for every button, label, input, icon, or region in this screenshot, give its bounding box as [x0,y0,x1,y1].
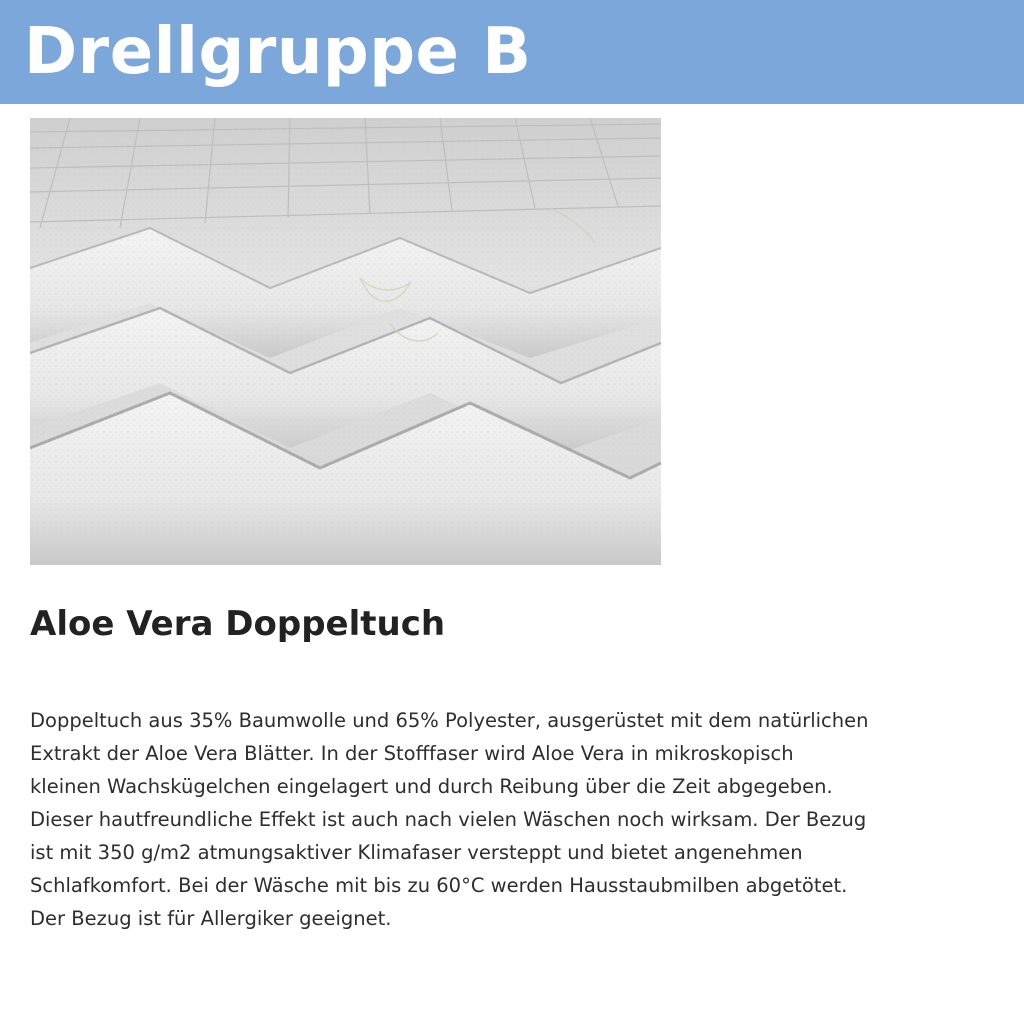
description-line: Dieser hautfreundliche Effekt ist auch nach vielen Wäschen noch wirksam. Der Bezug [30,808,867,831]
product-heading: Aloe Vera Doppeltuch [30,604,446,644]
description-line: Extrakt der Aloe Vera Blätter. In der Stofffaser wird Aloe Vera in mikroskopisch [30,742,794,765]
product-description [30,704,1000,935]
header-banner [0,0,1024,104]
description-line: ist mit 350 g/m2 atmungsaktiver Klimafaser versteppt und bietet angenehmen [30,841,803,864]
product-photo [30,118,661,565]
quilted-fabric-image [30,118,661,565]
description-line: Schlafkomfort. Bei der Wäsche mit bis zu 60°C werden Hausstaubmilben abgetötet. [30,874,848,897]
description-line: Der Bezug ist für Allergiker geeignet. [30,907,392,930]
page-title: Drellgruppe B [24,15,532,89]
description-line: Doppeltuch aus 35% Baumwolle und 65% Polyester, ausgerüstet mit dem natürlichen [30,709,869,732]
description-line: kleinen Wachskügelchen eingelagert und durch Reibung über die Zeit abgegeben. [30,775,833,798]
